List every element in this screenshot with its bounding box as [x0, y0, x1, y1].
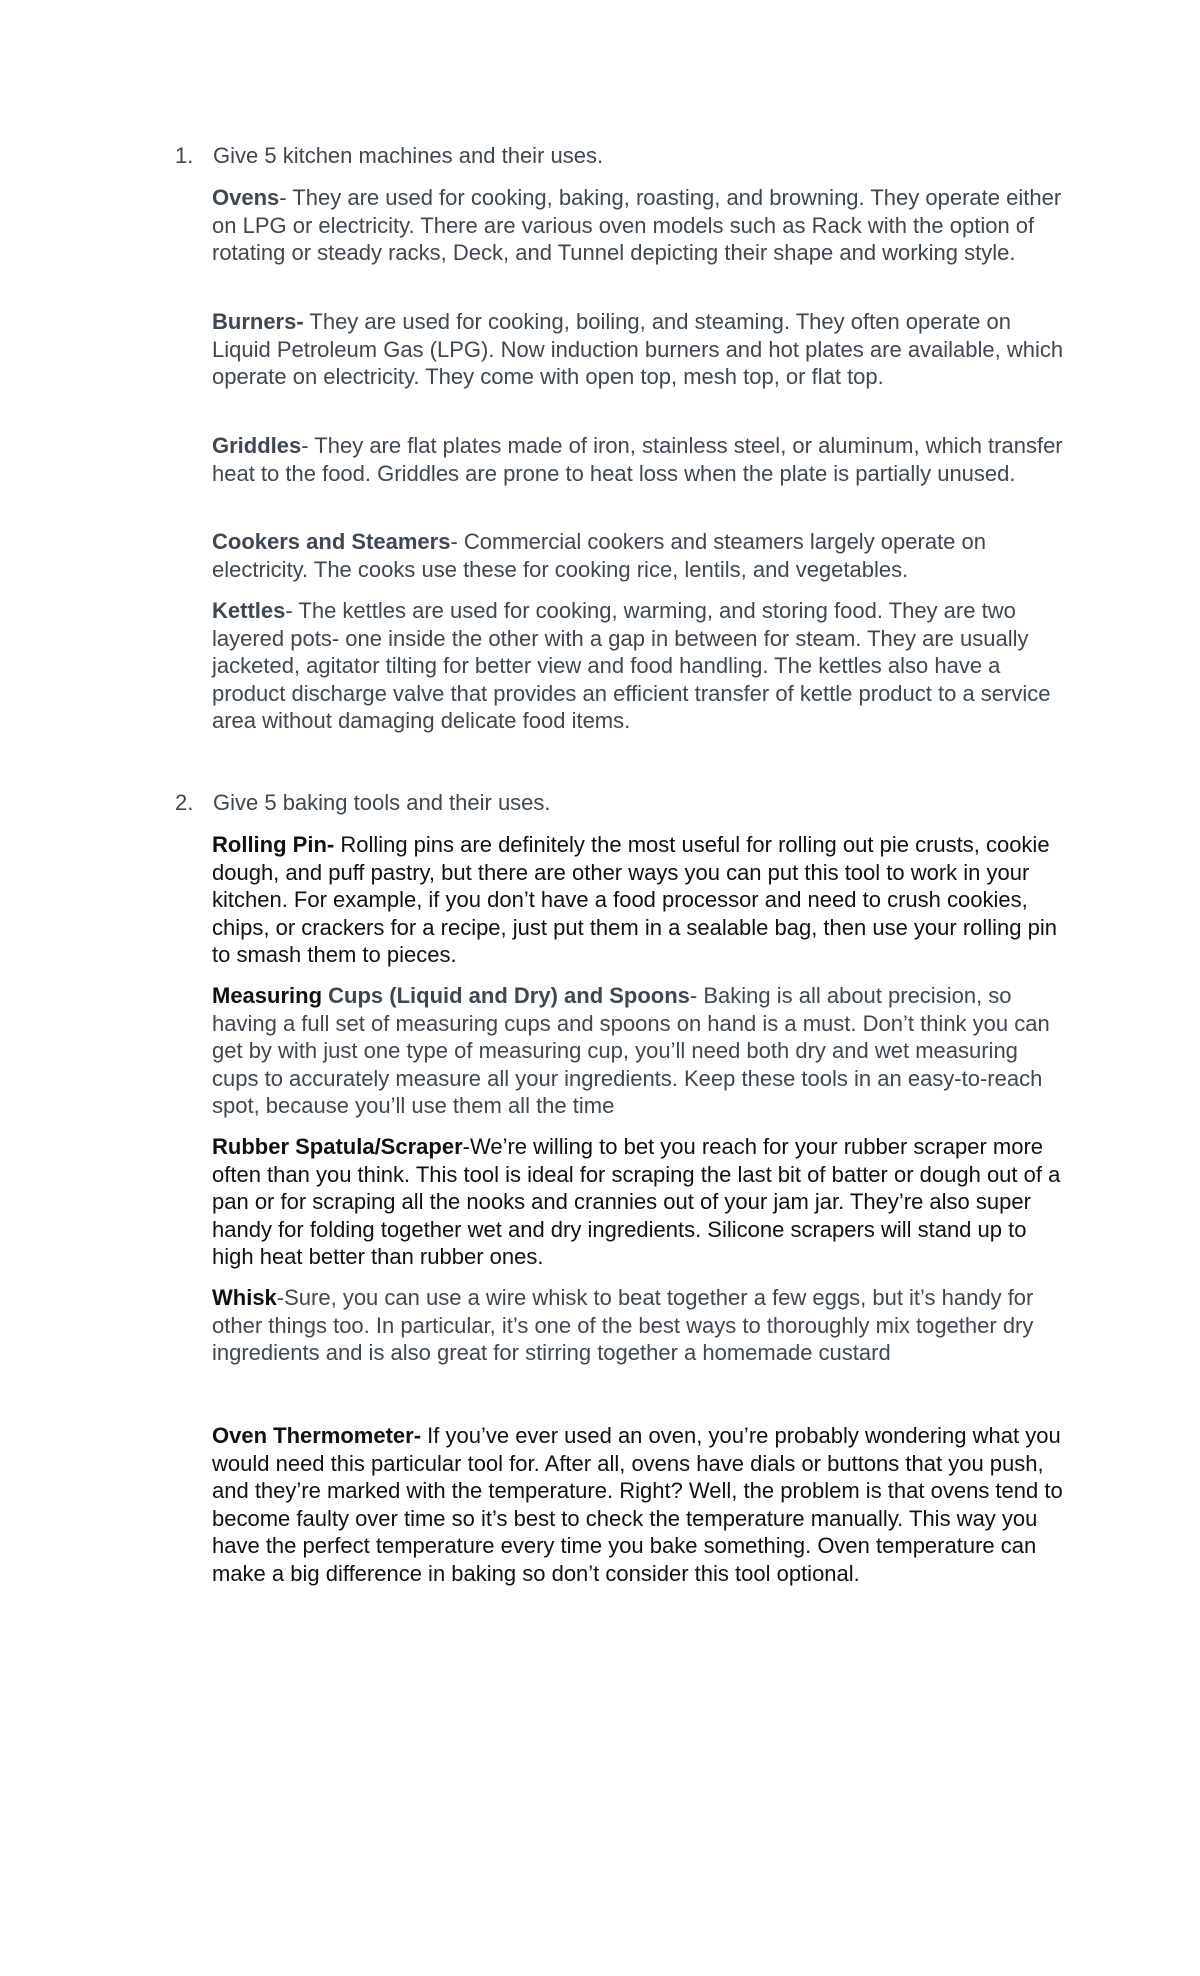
answer-item-griddles: [212, 432, 1067, 487]
answer-item-whisk: [212, 1284, 1067, 1367]
question-number: 1.: [175, 143, 194, 168]
item-description: Rolling pins are definitely the most useful for rolling out pie crusts, cookie dough, and puff pastry, but there are other ways you can put this tool to work in your kitchen. For example, if you don’t have a food processor and need to crush cookies, chips, or crackers for a recipe, just put them in a sealable bag, then use your rolling pin to smash them to pieces.: [212, 832, 1058, 967]
item-term: Rubber Spatula/Scraper: [212, 1134, 463, 1159]
item-description: -Sure, you can use a wire whisk to beat together a few eggs, but it’s handy for other things too. In particular, it’s one of the best ways to thoroughly mix together dry ingredients and is also great for stirring together a homemade custard: [212, 1285, 1034, 1365]
item-term: Cookers and Steamers: [212, 529, 451, 554]
item-description: -We’re willing to bet you reach for your rubber scraper more often than you think. This tool is ideal for scraping the last bit of batter or dough out of a pan or for scraping all the nooks and crannies out of your jam jar. They’re also super handy for folding together wet and dry ingredients. Silicone scrapers will stand up to high heat better than rubber ones.: [212, 1134, 1061, 1269]
item-description: If you’ve ever used an oven, you’re probably wondering what you would need this particular tool for. After all, ovens have dials or buttons that you push, and they’re marked with the temperature. Right? Well, the problem is that ovens tend to become faulty over time so it’s best to check the temperature manually. This way you have the perfect temperature every time you bake something. Oven temperature can make a big difference in baking so don’t consider this tool optional.: [212, 1423, 1063, 1586]
item-term: Oven Thermometer-: [212, 1423, 422, 1448]
item-term: Measuring: [212, 983, 329, 1008]
answer-item-cookers-steamers: [212, 528, 1067, 583]
item-term: Whisk: [212, 1285, 277, 1310]
answer-item-rubber-spatula: [212, 1133, 1067, 1271]
item-description: - Baking is all about precision, so having a full set of measuring cups and spoons on hand is a must. Don’t think you can get by with just one type of measuring cup, you’ll need both dry and wet measuring cups to accurately measure all your ingredients. Keep these tools in an easy-to-reach spot, because you’ll use them all the time: [212, 983, 1050, 1118]
item-description: - They are flat plates made of iron, stainless steel, or aluminum, which transfer heat to the food. Griddles are prone to heat loss when the plate is partially unused.: [212, 433, 1063, 486]
question-text: Give 5 baking tools and their uses.: [213, 790, 551, 815]
answer-item-oven-thermometer: [212, 1422, 1067, 1587]
answer-item-burners: [212, 308, 1067, 391]
item-term-continued: Cups (Liquid and Dry) and Spoons: [328, 983, 690, 1008]
item-term: Ovens: [212, 185, 280, 210]
item-term: Burners-: [212, 309, 304, 334]
question-text: Give 5 kitchen machines and their uses.: [213, 143, 604, 168]
answer-item-rolling-pin: [212, 831, 1067, 969]
item-term: Rolling Pin-: [212, 832, 335, 857]
item-term: Kettles: [212, 598, 286, 623]
question-number: 2.: [175, 790, 194, 815]
answer-item-kettles: [212, 597, 1067, 735]
item-description: - The kettles are used for cooking, warming, and storing food. They are two layered pots- one inside the other with a gap in between for steam. They are usually jacketed, agitator tilting for better view and food handling. The kettles also have a product discharge valve that provides an efficient transfer of kettle product to a service area without damaging delicate food items.: [212, 598, 1051, 733]
item-description: They are used for cooking, boiling, and steaming. They often operate on Liquid Petroleum Gas (LPG). Now induction burners and hot plates are available, which operate on electricity. They come with open top, mesh top, or flat top.: [212, 309, 1064, 389]
answer-item-ovens: [212, 184, 1067, 267]
answer-item-measuring-cups: [212, 982, 1067, 1120]
item-description: - Commercial cookers and steamers largely operate on electricity. The cooks use these for cooking rice, lentils, and vegetables.: [212, 529, 986, 582]
item-term: Griddles: [212, 433, 302, 458]
item-description: - They are used for cooking, baking, roasting, and browning. They operate either on LPG or electricity. There are various oven models such as Rack with the option of rotating or steady racks, Deck, and Tunnel depicting their shape and working style.: [212, 185, 1062, 265]
